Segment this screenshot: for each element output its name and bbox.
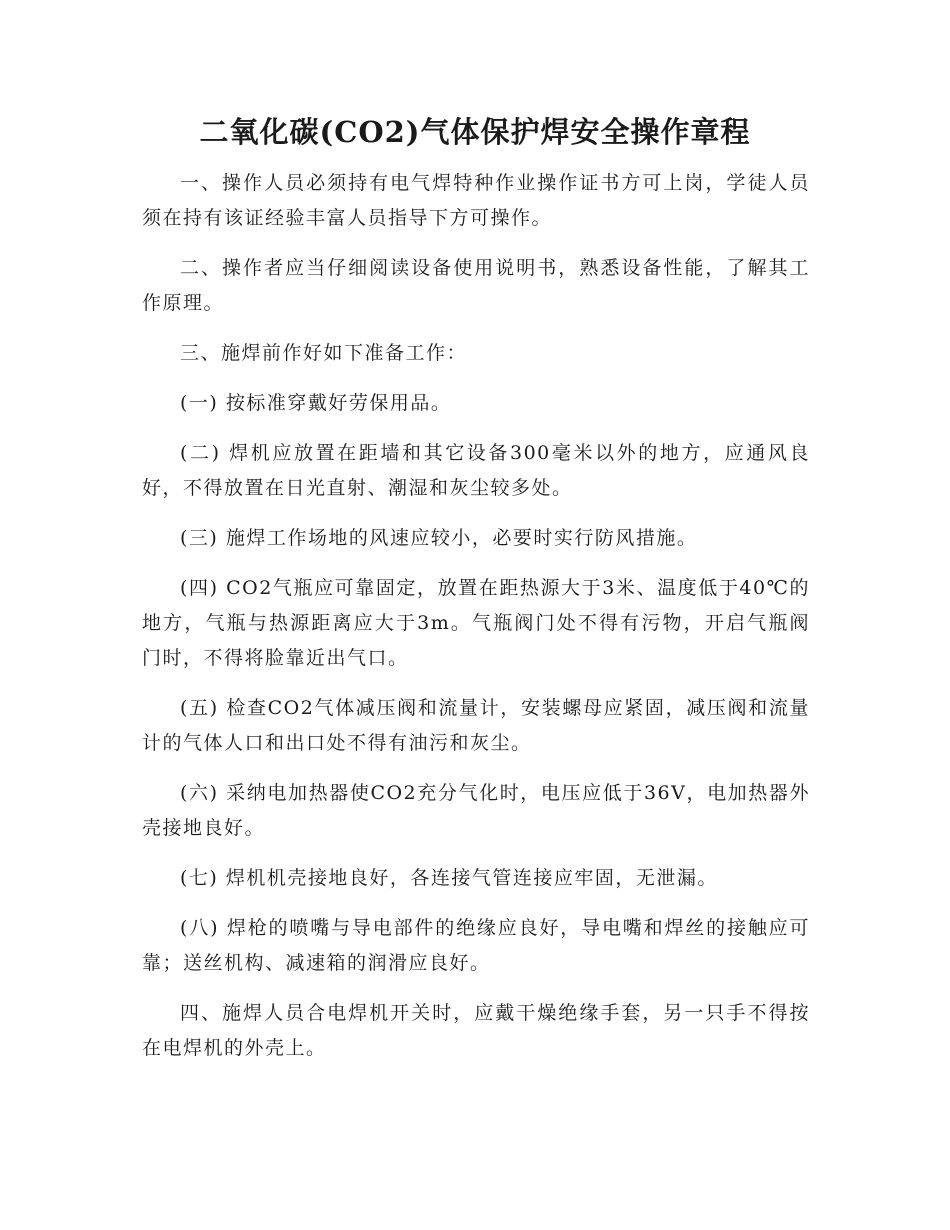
paragraph-3-5: (五) 检查CO2气体减压阀和流量计，安装螺母应紧固，减压阀和流量计的气体人口和出口处不得有油污和灰尘。 [142, 697, 810, 754]
paragraph-3-3: (三) 施焊工作场地的风速应较小，必要时实行防风措施。 [180, 527, 698, 549]
paragraph-2: 二、操作者应当仔细阅读设备使用说明书，熟悉设备性能，了解其工作原理。 [142, 257, 810, 314]
paragraph-3-6: (六) 采纳电加热器使CO2充分气化时，电压应低于36V，电加热器外壳接地良好。 [142, 782, 810, 839]
paragraph-3-7: (七) 焊机机壳接地良好，各连接气管连接应牢固，无泄漏。 [180, 867, 718, 889]
paragraph-1: 一、操作人员必须持有电气焊特种作业操作证书方可上岗，学徒人员须在持有该证经验丰富人员指导下方可操作。 [142, 172, 810, 229]
paragraph-3-2: (二) 焊机应放置在距墙和其它设备300毫米以外的地方，应通风良好，不得放置在日光直射、潮湿和灰尘较多处。 [142, 442, 810, 499]
paragraph-3-1: (一) 按标准穿戴好劳保用品。 [180, 392, 452, 414]
document-body [142, 166, 810, 1081]
paragraph-4: 四、施焊人员合电焊机开关时，应戴干燥绝缘手套，另一只手不得按在电焊机的外壳上。 [142, 1002, 810, 1059]
paragraph-3-4: (四) CO2气瓶应可靠固定，放置在距热源大于3米、温度低于40℃的地方，气瓶与热源距离应大于3m。气瓶阀门处不得有污物，开启气瓶阀门时，不得将脸靠近出气口。 [142, 577, 810, 669]
paragraph-3: 三、施焊前作好如下准备工作： [180, 342, 468, 364]
paragraph-3-8: (八) 焊枪的喷嘴与导电部件的绝缘应良好，导电嘴和焊丝的接触应可靠；送丝机构、减速箱的润滑应良好。 [142, 917, 810, 974]
document-title: 二氧化碳(CO2)气体保护焊安全操作章程 [199, 115, 751, 149]
